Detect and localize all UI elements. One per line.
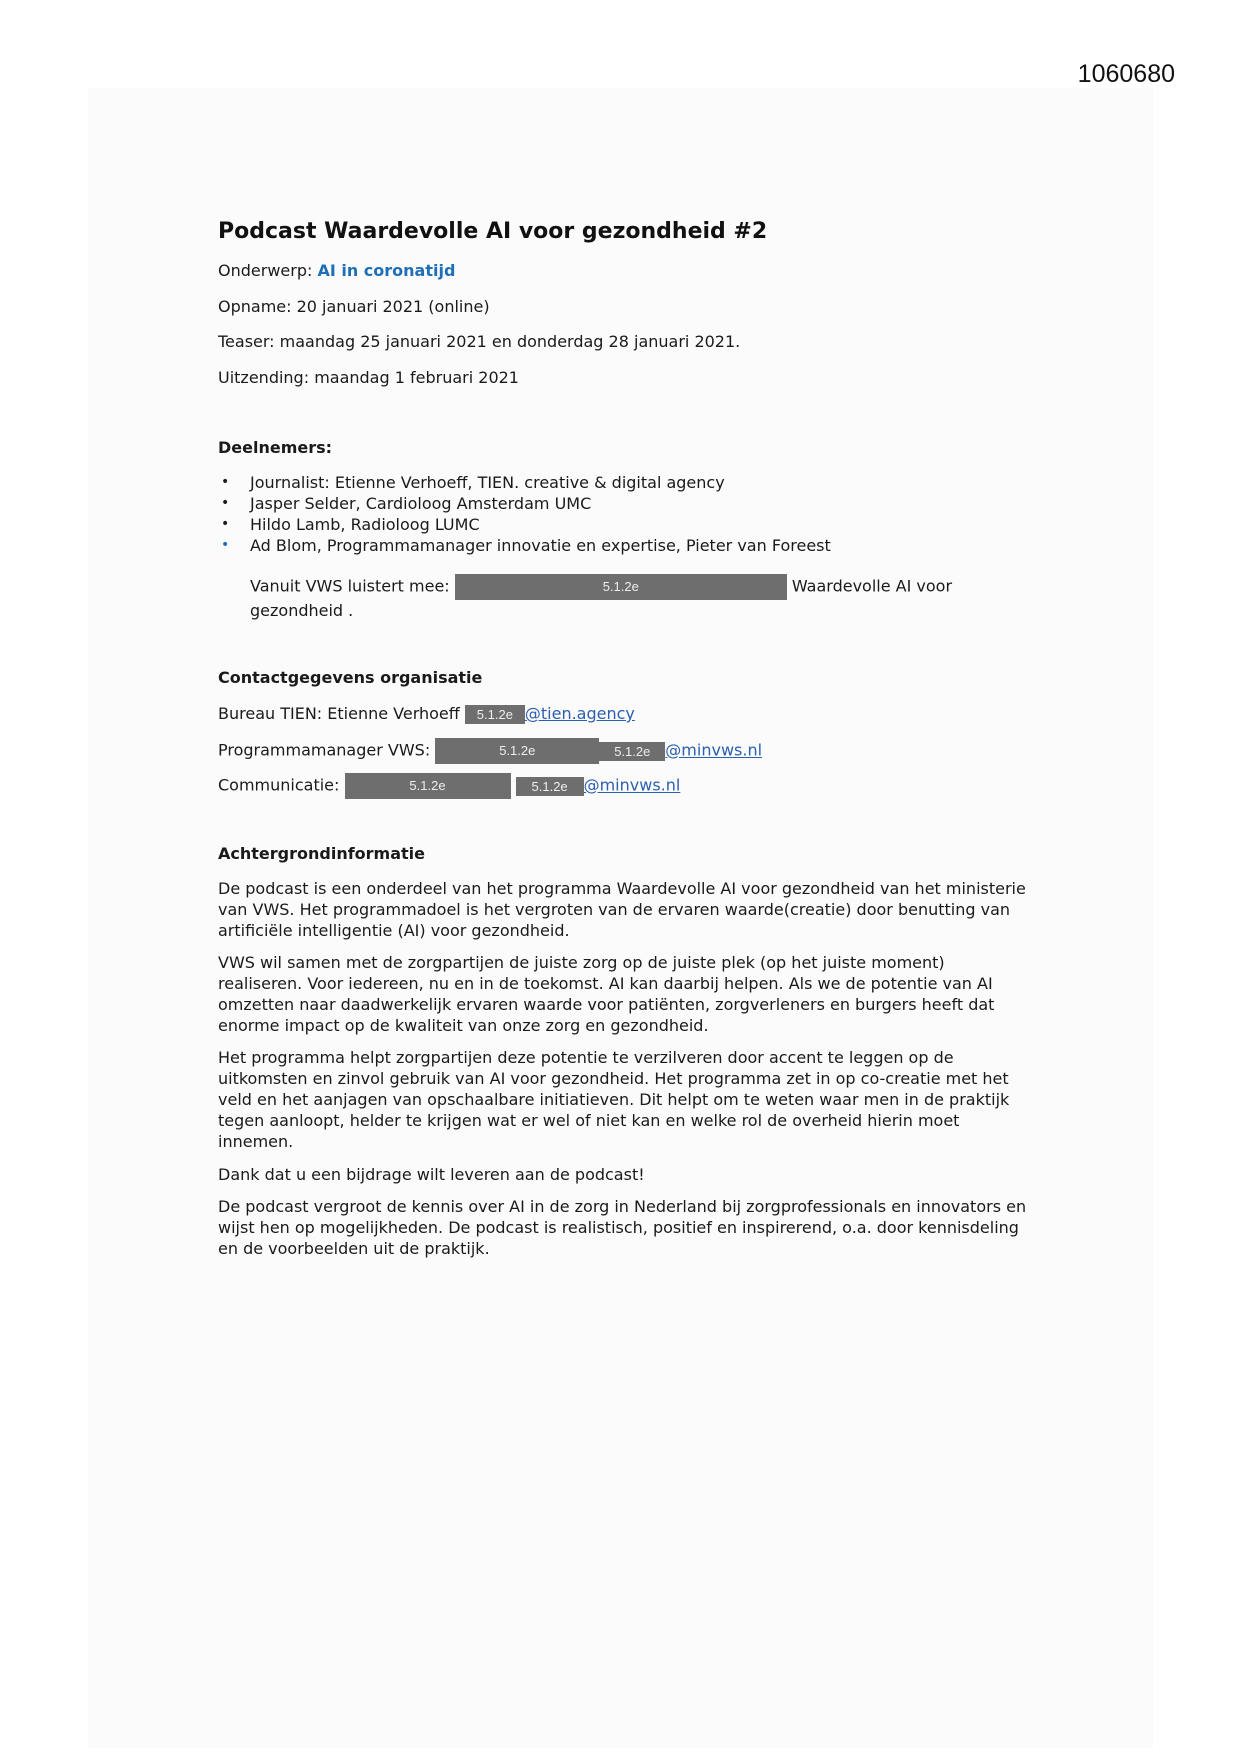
background-paragraph: De podcast vergroot de kennis over AI in de zorg in Nederland bij zorgprofessionals en innovators en wijst hen op mogelijkheden. De podcast is realistisch, positief en inspirerend, o.a. door kennisdeling en de voorbeelden uit de praktijk. — [218, 1197, 1027, 1258]
redaction-block: 5.1.2e — [465, 705, 525, 724]
contact-programme-manager: Programmamanager VWS: 5.1.2e 5.1.2e @minvws.nl — [218, 738, 762, 764]
pm-email-link[interactable]: @minvws.nl — [665, 740, 763, 760]
redaction-block: 5.1.2e — [599, 742, 665, 761]
bullet-icon: • — [221, 474, 230, 490]
topic-line — [218, 260, 455, 281]
contact-heading: Contactgegevens organisatie — [218, 668, 483, 687]
background-paragraph: De podcast is een onderdeel van het programma Waardevolle AI voor gezondheid van het ministerie van VWS. Het programmadoel is het vergroten van de ervaren waarde(creatie) door benutting van artificiële intelligentie (AI) voor gezondheid. — [218, 879, 1026, 940]
redaction-block: 5.1.2e — [455, 574, 787, 600]
bullet-icon: • — [221, 537, 230, 553]
listen-prefix: Vanuit VWS luistert mee: — [250, 576, 455, 596]
background-paragraph: Dank dat u een bijdrage wilt leveren aan de podcast! — [218, 1165, 645, 1184]
listening-in-note — [250, 574, 1010, 621]
topic-label: Onderwerp: — [218, 261, 318, 280]
background-paragraph: VWS wil samen met de zorgpartijen de juiste zorg op de juiste plek (op het juiste moment) realiseren. Voor iedereen, nu en in de toekomst. AI kan daarbij helpen. Als we de potentie van AI omzetten naar daadwerkelijk ervaren waarde voor patiënten, zorgverleners en burgers heeft dat enorme impact op de kwaliteit van onze zorg en gezondheid. — [218, 953, 995, 1035]
redaction-block: 5.1.2e — [516, 777, 584, 796]
contact-bureau: Bureau TIEN: Etienne Verhoeff 5.1.2e @tien.agency — [218, 704, 635, 723]
comm-email-link[interactable]: @minvws.nl — [583, 775, 681, 795]
broadcast-date: Uitzending: maandag 1 februari 2021 — [218, 368, 519, 387]
recording-date: Opname: 20 januari 2021 (online) — [218, 297, 490, 316]
bureau-email-link[interactable]: @tien.agency — [524, 704, 635, 723]
background-heading: Achtergrondinformatie — [218, 844, 425, 863]
bullet-icon: • — [221, 516, 230, 532]
bullet-icon: • — [221, 495, 230, 511]
participants-heading: Deelnemers: — [218, 438, 333, 457]
listen-suffix: Waardevolle AI voor — [791, 576, 953, 596]
listen-line2: gezondheid . — [250, 601, 354, 620]
list-item: • Jasper Selder, Cardioloog Amsterdam UMC — [221, 494, 592, 513]
redaction-block: 5.1.2e — [435, 738, 599, 764]
participants-list — [218, 472, 831, 556]
background-paragraph: Het programma helpt zorgpartijen deze potentie te verzilveren door accent te leggen op de uitkomsten en zinvol gebruik van AI voor gezondheid. Het programma zet in op co-creatie met het veld en het aanjagen van opschaalbare initiatieven. Dit helpt om te weten waar men in de praktijk tegen aanloopt, helder te krijgen wat er wel of niet kan en welke rol de overheid hierin moet innemen. — [218, 1048, 1010, 1151]
list-item: • Journalist: Etienne Verhoeff, TIEN. creative & digital agency — [221, 473, 725, 492]
page-title: Podcast Waardevolle AI voor gezondheid #2 — [218, 219, 768, 244]
contact-communication: Communicatie: 5.1.2e 5.1.2e @minvws.nl — [218, 773, 680, 799]
teaser-dates: Teaser: maandag 25 januari 2021 en donderdag 28 januari 2021. — [218, 332, 741, 351]
list-item: • Ad Blom, Programmamanager innovatie en expertise, Pieter van Foreest — [221, 536, 831, 555]
topic-value: AI in coronatijd — [317, 261, 456, 280]
list-item: • Hildo Lamb, Radioloog LUMC — [221, 515, 480, 534]
redaction-block: 5.1.2e — [345, 773, 511, 799]
document-number: 1060680 — [1077, 60, 1175, 88]
